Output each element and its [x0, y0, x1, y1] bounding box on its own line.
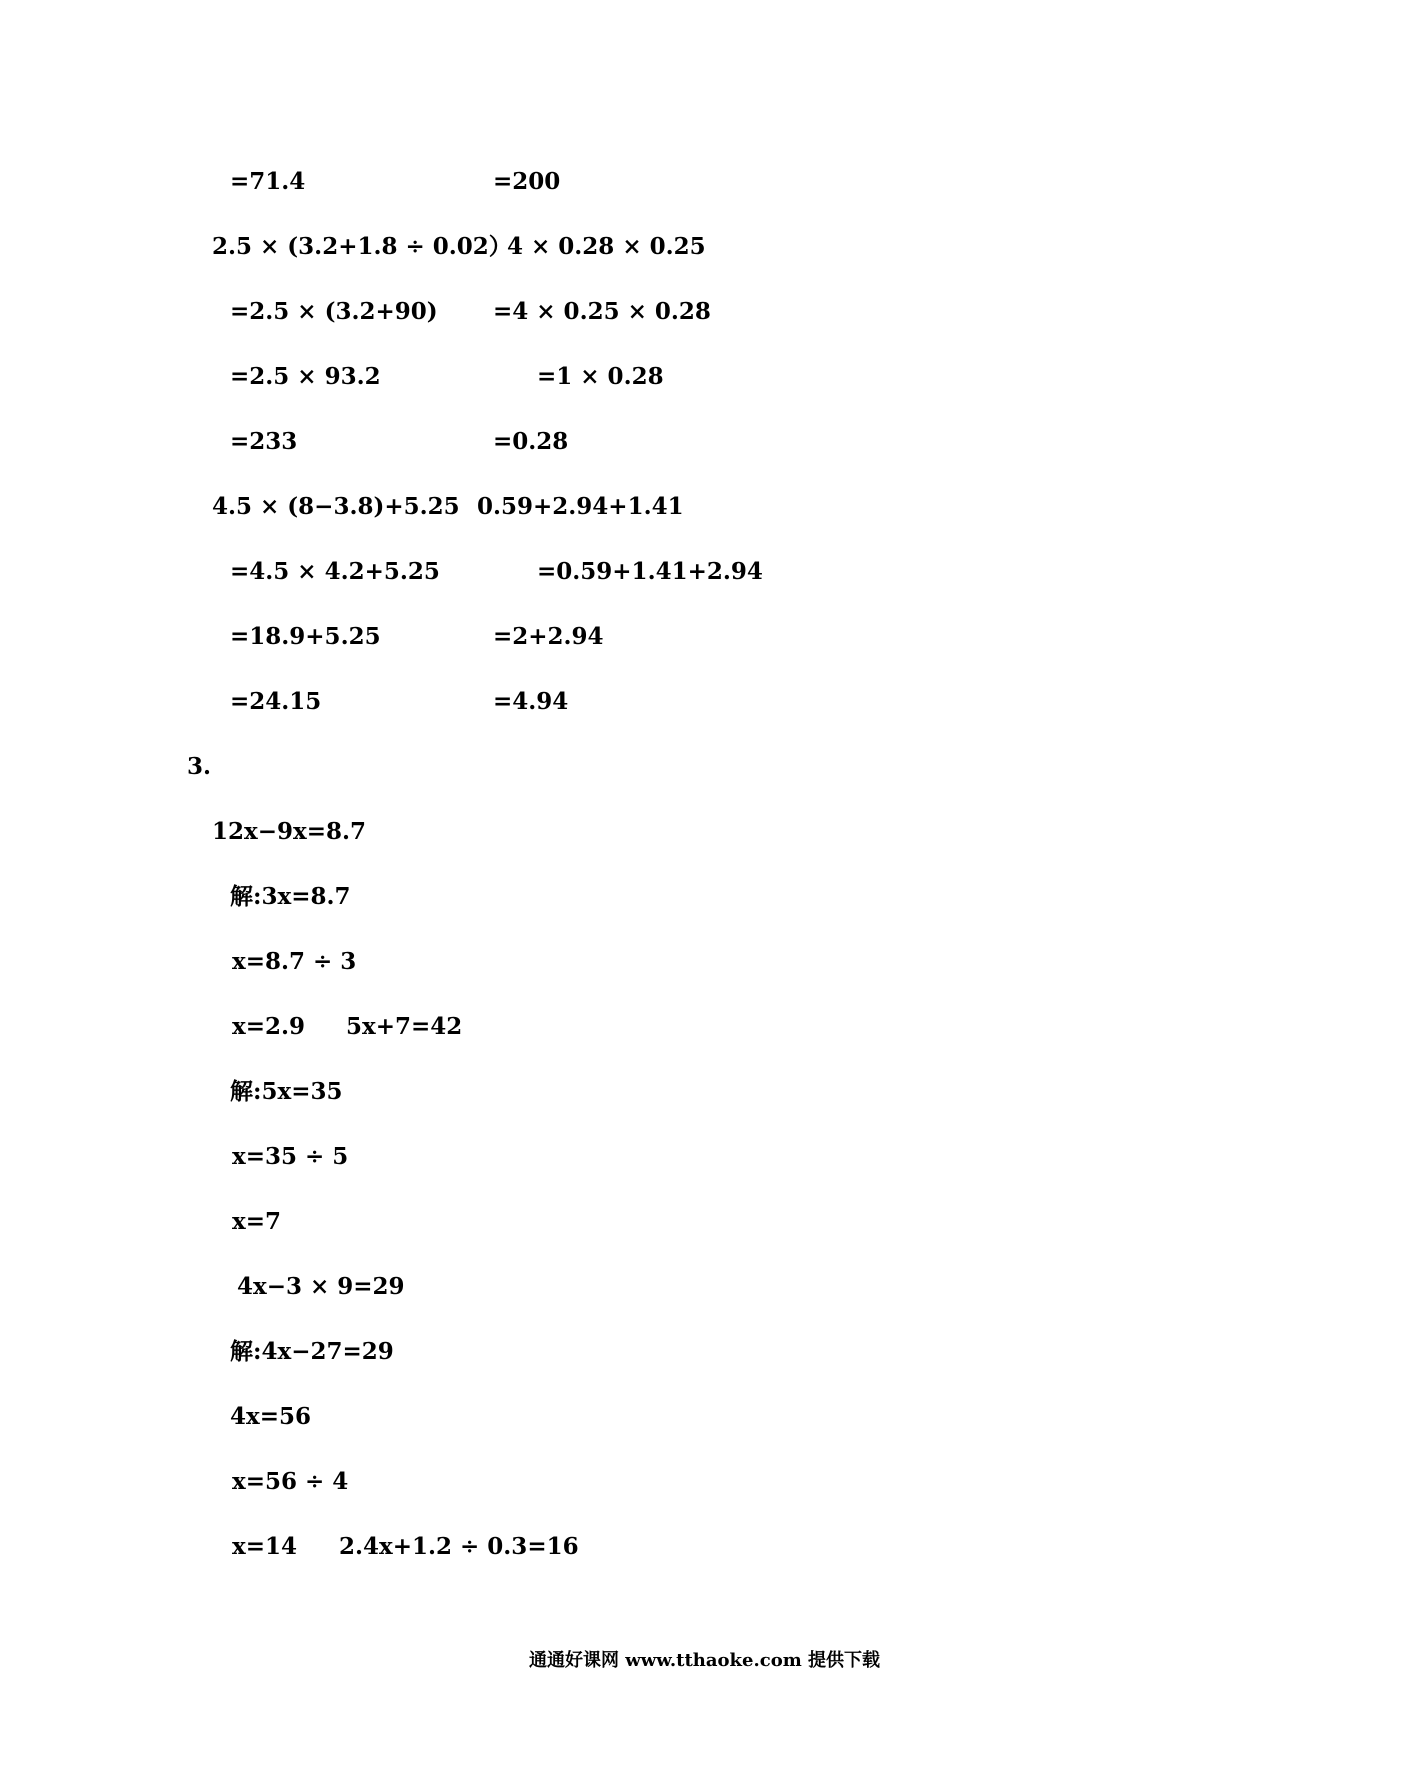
equation-step: 解:5x=35 [230, 1078, 343, 1105]
page-footer: 通通好课网 www.tthaoke.com 提供下载 [528, 1650, 881, 1671]
equation-step: x=14 [232, 1533, 297, 1560]
section-number: 3. [187, 753, 212, 780]
equation-step: x=2.9 [232, 1013, 305, 1040]
calc-step: =24.15 [230, 688, 322, 715]
calc-step: =18.9+5.25 [230, 623, 381, 650]
calc-expression: 2.5 × (3.2+1.8 ÷ 0.02） [212, 233, 512, 260]
equation: 2.4x+1.2 ÷ 0.3=16 [339, 1533, 579, 1560]
equation-step: 解:4x−27=29 [230, 1338, 394, 1365]
equation: 4x−3 × 9=29 [237, 1273, 405, 1300]
equation-step: x=8.7 ÷ 3 [232, 948, 357, 975]
equation-step: 解:3x=8.7 [230, 883, 351, 910]
calc-step: =4 × 0.25 × 0.28 [493, 298, 711, 325]
equation: 12x−9x=8.7 [212, 818, 366, 845]
calc-step: =1 × 0.28 [537, 363, 664, 390]
calc-expression: 4.5 × (8−3.8)+5.25 [212, 493, 460, 520]
calc-step: =0.28 [493, 428, 569, 455]
equation-step: 4x=56 [230, 1403, 311, 1430]
calc-expression: 0.59+2.94+1.41 [477, 493, 684, 520]
calc-step: =233 [230, 428, 298, 455]
equation: 5x+7=42 [346, 1013, 463, 1040]
equation-step: x=7 [232, 1208, 281, 1235]
calc-step: =2+2.94 [493, 623, 604, 650]
equation-step: x=35 ÷ 5 [232, 1143, 349, 1170]
calc-step: =4.94 [493, 688, 569, 715]
calc-expression: 4 × 0.28 × 0.25 [507, 233, 706, 260]
equation-step: x=56 ÷ 4 [232, 1468, 349, 1495]
calc-step: =71.4 [230, 168, 306, 195]
calc-step: =2.5 × (3.2+90) [230, 298, 438, 325]
calc-step: =4.5 × 4.2+5.25 [230, 558, 440, 585]
calc-step: =0.59+1.41+2.94 [537, 558, 763, 585]
calc-step: =2.5 × 93.2 [230, 363, 381, 390]
calc-step: =200 [493, 168, 561, 195]
